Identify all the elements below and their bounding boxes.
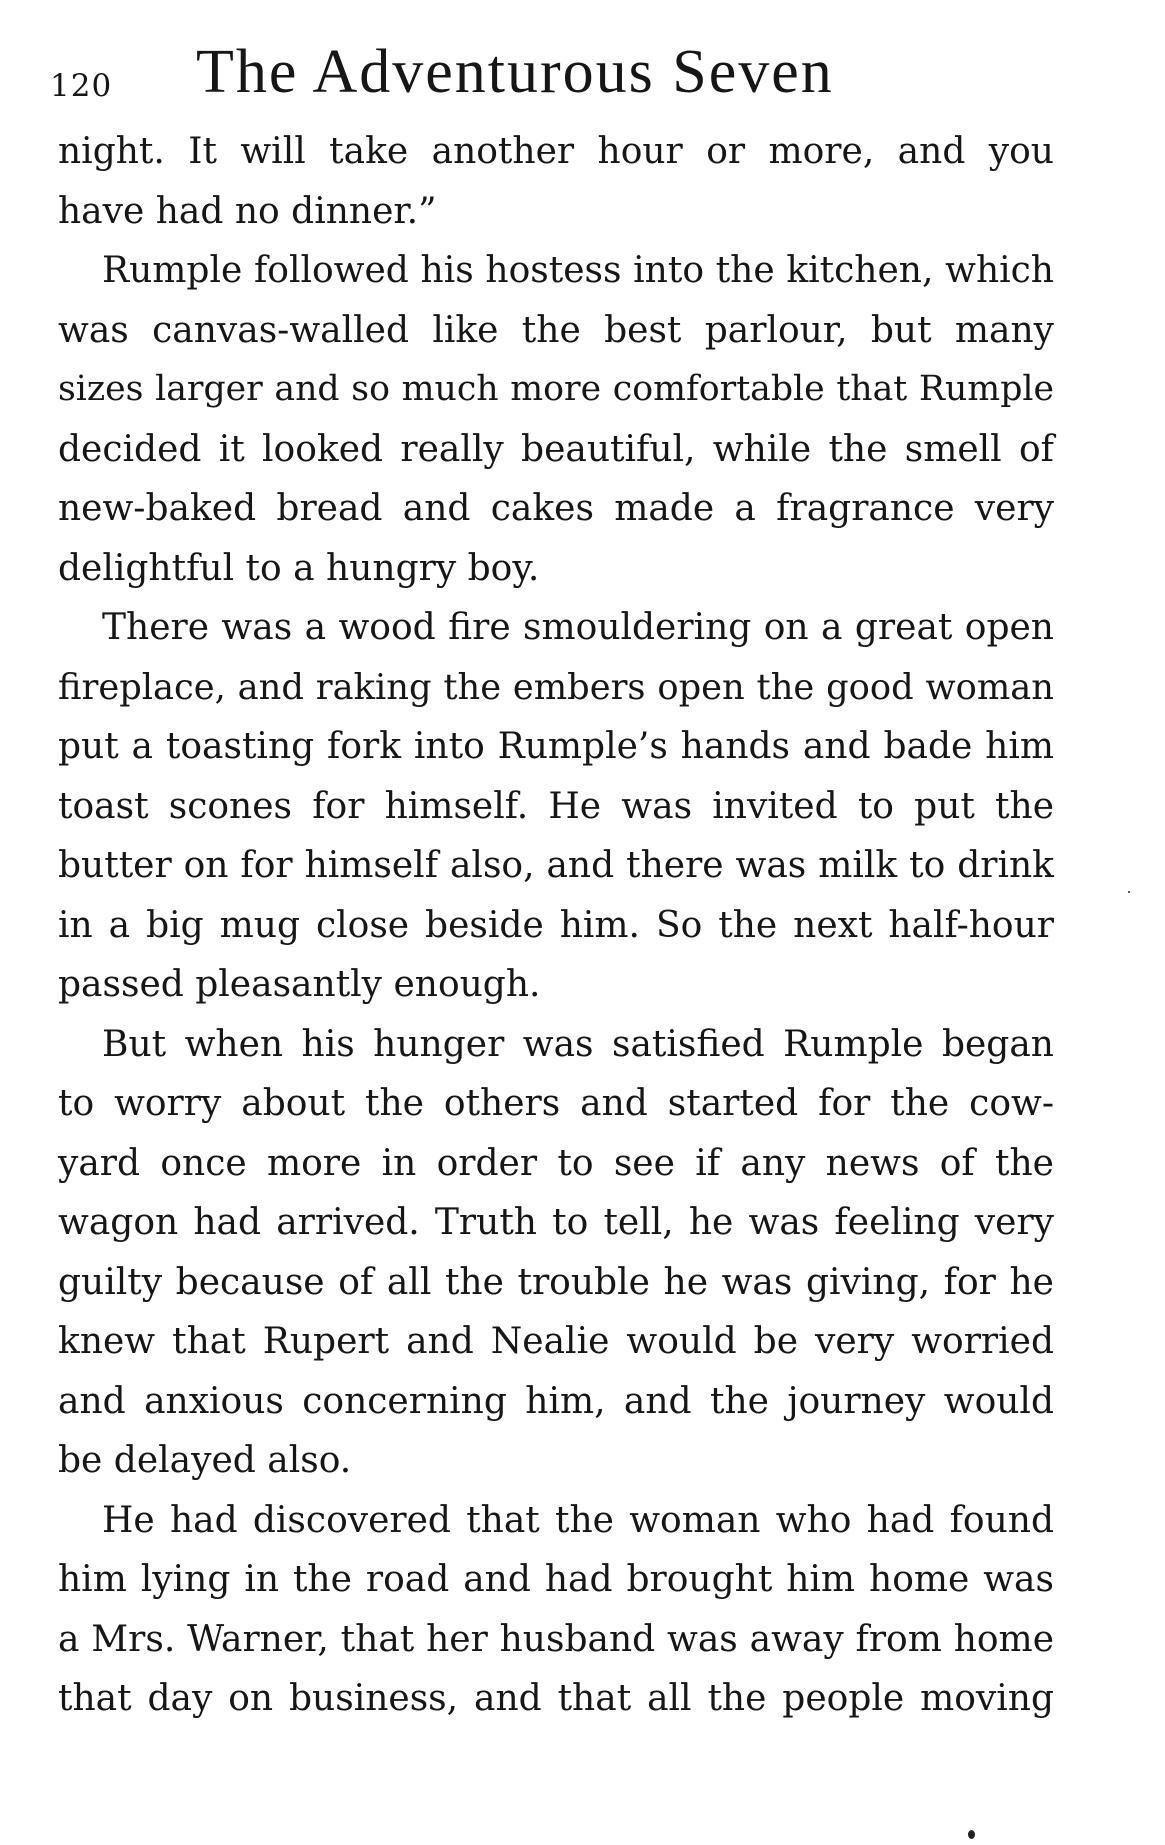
- text-line: night. It will take another hour or more, and you: [58, 131, 1054, 172]
- text-line: have had no dinner.”: [58, 190, 437, 232]
- text-line: him lying in the road and had brought him home was: [58, 1559, 1054, 1600]
- text-line: Rumple followed his hostess into the kitchen, which: [102, 250, 1054, 291]
- text-line: delightful to a hungry boy.: [58, 547, 540, 589]
- text-line: be delayed also.: [58, 1440, 352, 1481]
- text-line: that day on business, and that all the people moving: [58, 1678, 1054, 1719]
- scan-speck: [968, 1830, 975, 1839]
- text-line: sizes larger and so much more comfortable that Rumple: [58, 369, 1054, 409]
- text-line: fireplace, and raking the embers open the good woman: [58, 666, 1054, 708]
- running-title: The Adventurous Seven: [196, 38, 834, 106]
- text-line: wagon had arrived. Truth to tell, he was feeling very: [58, 1202, 1054, 1243]
- text-line: put a toasting fork into Rumple’s hands and bade him: [58, 726, 1054, 767]
- text-line: yard once more in order to see if any news of the: [58, 1142, 1054, 1184]
- text-line: But when his hunger was satisfied Rumple began: [102, 1023, 1054, 1065]
- text-line: a Mrs. Warner, that her husband was away from home: [58, 1618, 1054, 1660]
- text-line: new-baked bread and cakes made a fragrance very: [58, 488, 1054, 529]
- text-line: There was a wood fire smouldering on a great open: [102, 607, 1054, 648]
- text-line: and anxious concerning him, and the journey would: [58, 1380, 1054, 1422]
- text-line: knew that Rupert and Nealie would be very worried: [58, 1321, 1054, 1362]
- text-line: butter on for himself also, and there was milk to drink: [58, 845, 1054, 886]
- text-line: decided it looked really beautiful, while the smell of: [58, 428, 1054, 470]
- page-header: [50, 36, 1050, 116]
- text-line: toast scones for himself. He was invited to put the: [58, 785, 1054, 827]
- text-line: in a big mug close beside him. So the next half-hour: [58, 904, 1054, 946]
- text-line: guilty because of all the trouble he was giving, for he: [58, 1261, 1054, 1303]
- scan-speck: [1128, 891, 1130, 893]
- text-line: to worry about the others and started for the cow-: [58, 1083, 1054, 1124]
- body-text: [58, 122, 1054, 1729]
- text-line: was canvas-walled like the best parlour, but many: [58, 309, 1054, 351]
- text-line: passed pleasantly enough.: [58, 964, 541, 1005]
- page-number: 120: [50, 68, 113, 104]
- text-line: He had discovered that the woman who had found: [102, 1499, 1054, 1541]
